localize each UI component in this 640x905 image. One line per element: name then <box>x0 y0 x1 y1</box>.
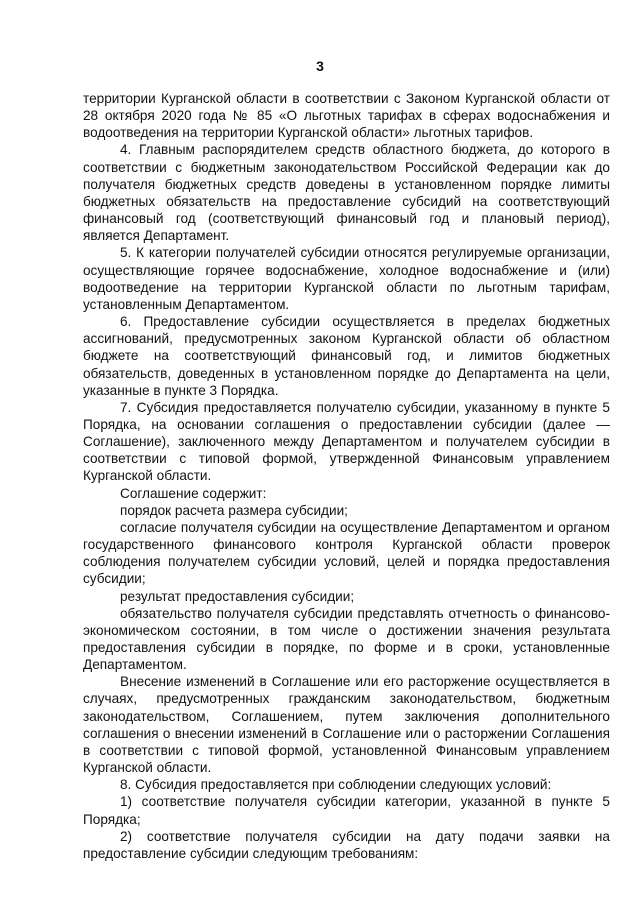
page-number: 3 <box>316 58 324 74</box>
paragraph: обязательство получателя субсидии представлять отчетность о финансово-экономическом состоянии, в том числе о достижении значения результата предоставления субсидии в порядке, по форме и в сроки, установленные Департаментом. <box>83 605 610 673</box>
paragraph: 1) соответствие получателя субсидии категории, указанной в пункте 5 Порядка; <box>83 794 610 827</box>
paragraph: 2) соответствие получателя субсидии на дату подачи заявки на предоставление субсидии следующим требованиям: <box>83 828 610 861</box>
paragraph: 4. Главным распорядителем средств областного бюджета, до которого в соответствии с бюджетным законодательством Российской Федерации как до получателя бюджетных средств доведены в установленном порядке лимиты бюджетных обязательств на предоставление субсидий на соответствующий финансовый год (соответствующий финансовый год и плановый период), является Департамент. <box>83 142 610 244</box>
paragraph: 7. Субсидия предоставляется получателю субсидии, указанному в пункте 5 Порядка, на основании соглашения о предоставлении субсидии (далее — Соглашение), заключенного между Департаментом и получателем субсидии в соответствии с типовой формой, утвержденной Финансовым управлением Курганской области. <box>83 399 610 484</box>
paragraph: 6. Предоставление субсидии осуществляется в пределах бюджетных ассигнований, предусмотренных законом Курганской области об областном бюджете на соответствующий финансовый год, и лимитов бюджетных обязательств, доведенных в установленном порядке до Департамента на цели, указанные в пункте 3 Порядка. <box>83 314 610 398</box>
paragraph: территории Курганской области в соответствии с Законом Курганской области от 28 октября 2020 года № 85 «О льготных тарифах в сферах водоснабжения и водоотведения на территории Курганской области» льготных тарифов. <box>83 91 610 141</box>
paragraph: согласие получателя субсидии на осуществление Департаментом и органом государственного финансового контроля Курганской области проверок соблюдения получателем субсидии условий, целей и порядка предоставления субсидии; <box>83 519 610 587</box>
paragraph: 8. Субсидия предоставляется при соблюдении следующих условий: <box>120 777 552 793</box>
paragraph: Соглашение содержит: <box>120 485 267 501</box>
document-body <box>83 90 610 862</box>
paragraph: порядок расчета размера субсидии; <box>120 502 348 518</box>
paragraph: 5. К категории получателей субсидии относятся регулируемые организации, осуществляющие горячее водоснабжение, холодное водоснабжение и (или) водоотведение на территории Курганской области по льготным тарифам, установленным Департаментом. <box>83 245 610 312</box>
paragraph: результат предоставления субсидии; <box>120 588 355 604</box>
paragraph: Внесение изменений в Соглашение или его расторжение осуществляется в случаях, предусмотренных гражданским законодательством, бюджетным законодательством, Соглашением, путем заключения дополнительного соглашения о внесении изменений в Соглашение или о расторжении Соглашения в соответствии с типовой формой, установленной Финансовым управлением Курганской области. <box>83 674 610 776</box>
